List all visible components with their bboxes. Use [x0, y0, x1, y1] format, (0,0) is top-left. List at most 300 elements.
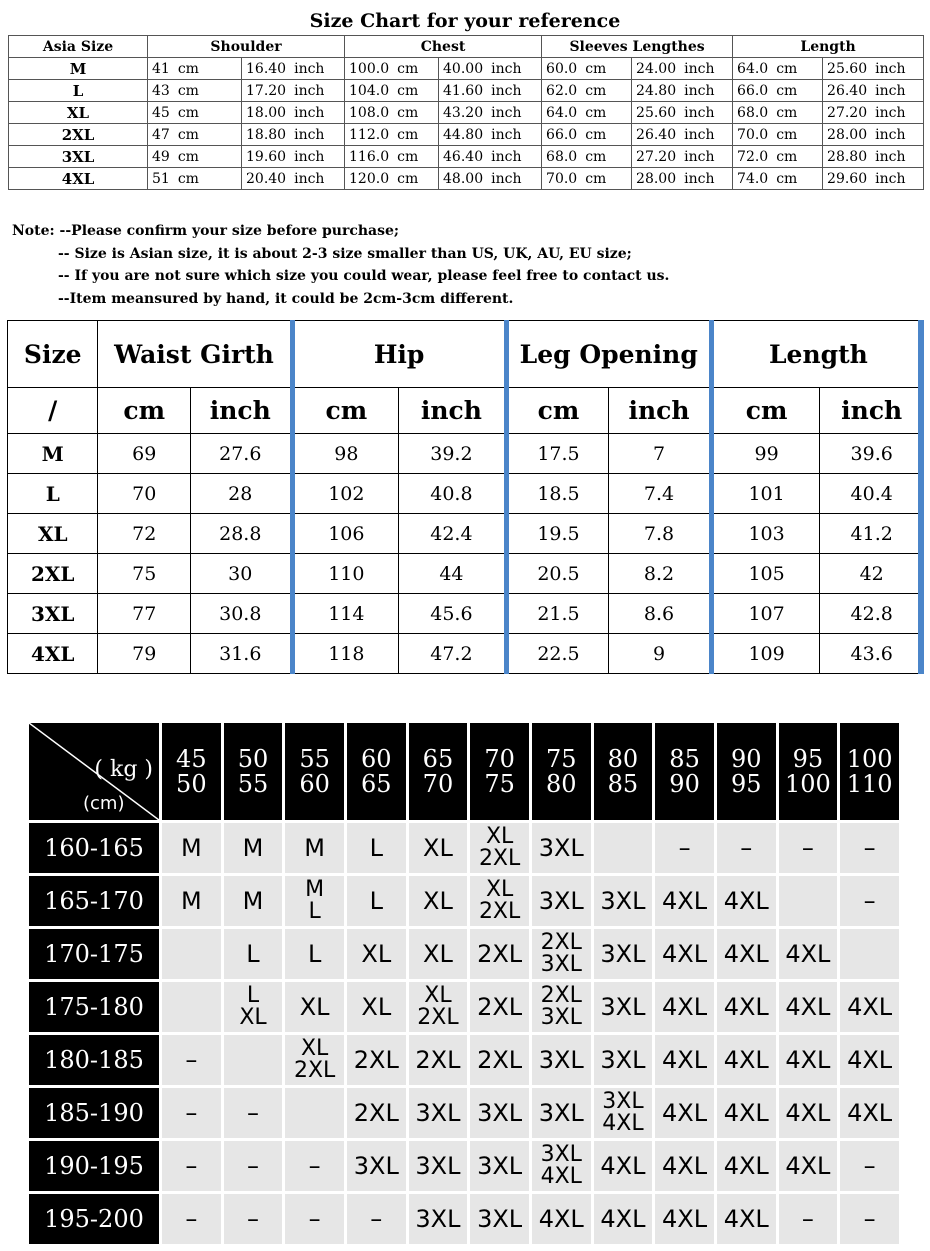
measurement-value: 108.0: [349, 104, 390, 121]
measurement-value: 51: [152, 170, 170, 187]
measurement-unit: inch: [294, 126, 325, 143]
size-recommendation-cell: 3XL: [532, 823, 591, 873]
size-recommendation-cell: 3XL: [470, 1194, 529, 1244]
measurement-cell: 21.5: [506, 594, 609, 634]
measurement-cell: 107: [711, 594, 820, 634]
measurement-cell: [632, 168, 733, 190]
measurement-unit: cm: [585, 148, 607, 165]
measurement-cell: 17.5: [506, 434, 609, 474]
weight-range-header: [532, 723, 591, 820]
measurement-unit: cm: [397, 82, 419, 99]
measurement-value: 66.0: [546, 126, 578, 143]
size-value: 2XL: [478, 846, 521, 871]
size-recommendation-cell: XL: [347, 982, 406, 1032]
measurement-cell: 8.2: [609, 554, 712, 594]
measurement-value: 66.0: [737, 82, 769, 99]
measurement-cell: 7.8: [609, 514, 712, 554]
measurement-unit: inch: [875, 104, 906, 121]
measurement-cell: [733, 168, 823, 190]
size-recommendation-cell: 4XL: [717, 1194, 776, 1244]
measurement-cell: 102: [292, 474, 399, 514]
height-row: [29, 1088, 899, 1138]
size-label: L: [9, 80, 148, 102]
measurement-cell: [345, 102, 439, 124]
size-recommendation-cell: –: [840, 1141, 899, 1191]
measurement-cell: 39.2: [399, 434, 507, 474]
measurement-cell: [823, 58, 924, 80]
unit-header: inch: [609, 388, 712, 434]
height-row: [29, 876, 899, 926]
size-label: 4XL: [8, 634, 98, 674]
weight-from: 85: [669, 744, 700, 773]
measurement-value: 49: [152, 148, 170, 165]
measurement-cell: [632, 146, 733, 168]
measurement-cell: [439, 168, 542, 190]
header-waist-girth: Waist Girth: [98, 321, 292, 388]
measurement-cell: 19.5: [506, 514, 609, 554]
size-value: 4XL: [602, 1111, 644, 1136]
unit-header: cm: [711, 388, 820, 434]
size-recommendation-cell: –: [224, 1088, 283, 1138]
measurement-cell: 18.5: [506, 474, 609, 514]
size-recommendation-cell: [162, 929, 221, 979]
measurement-cell: [242, 58, 345, 80]
corner-cell: [29, 723, 159, 820]
size-note: [12, 220, 922, 310]
size-recommendation-cell: [162, 982, 221, 1032]
measurement-cell: 103: [711, 514, 820, 554]
measurement-cell: 28: [190, 474, 292, 514]
weight-range-header: [409, 723, 468, 820]
measurement-unit: cm: [177, 60, 199, 77]
measurement-value: 27.20: [827, 104, 868, 121]
size-recommendation-cell: 2XL: [409, 1035, 468, 1085]
size-recommendation-cell: XL: [409, 876, 468, 926]
size-recommendation-cell: –: [779, 1194, 838, 1244]
pants-row: [8, 434, 924, 474]
weight-range-header: [717, 723, 776, 820]
measurement-cell: [632, 58, 733, 80]
size-recommendation-cell: 3XL: [409, 1141, 468, 1191]
size-recommendation-cell: 2XL: [470, 982, 529, 1032]
weight-range-header: [347, 723, 406, 820]
pants-header-row: [8, 321, 924, 388]
size-recommendation-cell: [285, 1035, 344, 1085]
size-recommendation-cell: 4XL: [717, 876, 776, 926]
measurement-value: 70.0: [546, 170, 578, 187]
weight-range-header: [162, 723, 221, 820]
measurement-cell: [439, 146, 542, 168]
size-recommendation-cell: 3XL: [532, 876, 591, 926]
measurement-cell: [242, 146, 345, 168]
size-recommendation-cell: –: [162, 1194, 221, 1244]
measurement-cell: 42: [820, 554, 924, 594]
measurement-cell: [542, 146, 632, 168]
measurement-value: 68.0: [546, 148, 578, 165]
size-value: XL: [485, 877, 514, 902]
pants-row: [8, 474, 924, 514]
measurement-cell: 40.4: [820, 474, 924, 514]
corner-cm-label: (cm): [83, 793, 125, 814]
measurement-unit: inch: [684, 170, 715, 187]
unit-header: cm: [506, 388, 609, 434]
size-recommendation-cell: 2XL: [470, 929, 529, 979]
size-recommendation-cell: M: [285, 823, 344, 873]
measurement-unit: cm: [397, 126, 419, 143]
measurement-unit: cm: [776, 60, 798, 77]
size-chart-title: Size Chart for your reference: [309, 10, 621, 32]
measurement-value: 28.00: [636, 170, 677, 187]
top-chart-row: [9, 58, 924, 80]
height-range-label: 185-190: [29, 1088, 159, 1138]
measurement-value: 17.20: [246, 82, 287, 99]
size-recommendation-cell: 4XL: [532, 1194, 591, 1244]
weight-range-header: [594, 723, 653, 820]
size-value: 4XL: [540, 1164, 582, 1189]
note-line: Note: --Please confirm your size before purchase;: [12, 223, 400, 239]
size-recommendation-cell: L: [224, 929, 283, 979]
measurement-cell: [823, 102, 924, 124]
weight-from: 100: [846, 744, 893, 773]
weight-to: 100: [784, 769, 831, 798]
measurement-unit: inch: [294, 60, 325, 77]
measurement-unit: cm: [397, 170, 419, 187]
measurement-value: 60.0: [546, 60, 578, 77]
weight-from: 55: [299, 744, 330, 773]
size-value: 2XL: [540, 930, 582, 955]
measurement-value: 46.40: [443, 148, 484, 165]
corner-kg-label: ( kg ): [94, 757, 153, 782]
measurement-value: 26.40: [827, 82, 868, 99]
top-chart-header-row: [9, 36, 924, 58]
weight-range-header: [470, 723, 529, 820]
measurement-value: 24.80: [636, 82, 677, 99]
measurement-cell: 27.6: [190, 434, 292, 474]
measurement-cell: 106: [292, 514, 399, 554]
measurement-unit: inch: [875, 170, 906, 187]
measurement-cell: [632, 124, 733, 146]
size-recommendation-cell: 4XL: [655, 876, 714, 926]
size-recommendation-cell: [779, 876, 838, 926]
measurement-unit: cm: [177, 104, 199, 121]
size-recommendation-cell: –: [655, 823, 714, 873]
measurement-value: 40.00: [443, 60, 484, 77]
measurement-cell: [148, 102, 242, 124]
size-label: 2XL: [9, 124, 148, 146]
size-value: XL: [424, 983, 452, 1008]
measurement-value: 41: [152, 60, 170, 77]
weight-to: 85: [607, 769, 639, 798]
unit-header: /: [8, 388, 98, 434]
measurement-cell: 7: [609, 434, 712, 474]
size-value: 2XL: [417, 1005, 459, 1030]
measurement-cell: 39.6: [820, 434, 924, 474]
measurement-unit: inch: [684, 82, 715, 99]
size-value: M: [305, 877, 325, 902]
size-value: XL: [485, 824, 514, 849]
measurement-value: 26.40: [636, 126, 677, 143]
measurement-cell: [542, 80, 632, 102]
measurement-cell: 20.5: [506, 554, 609, 594]
size-recommendation-cell: 3XL: [409, 1194, 468, 1244]
measurement-cell: [542, 58, 632, 80]
unit-header: cm: [292, 388, 399, 434]
measurement-cell: 22.5: [506, 634, 609, 674]
weight-from: 80: [607, 744, 639, 773]
measurement-unit: inch: [875, 82, 906, 99]
measurement-cell: [733, 102, 823, 124]
size-label: XL: [8, 514, 98, 554]
weight-to: 65: [361, 769, 392, 798]
size-recommendation-cell: [470, 876, 529, 926]
measurement-cell: [823, 146, 924, 168]
measurement-unit: inch: [294, 170, 325, 187]
size-recommendation-cell: –: [347, 1194, 406, 1244]
size-recommendation-cell: XL: [409, 929, 468, 979]
size-recommendation-cell: 4XL: [655, 929, 714, 979]
size-recommendation-cell: 4XL: [655, 982, 714, 1032]
weight-from: 45: [176, 744, 207, 773]
weight-to: 55: [237, 769, 269, 798]
measurement-value: 43: [152, 82, 170, 99]
measurement-cell: [148, 146, 242, 168]
size-recommendation-cell: [532, 929, 591, 979]
measurement-cell: [542, 124, 632, 146]
weight-from: 75: [545, 744, 577, 773]
measurement-cell: [345, 168, 439, 190]
measurement-unit: inch: [491, 104, 522, 121]
pants-row: [8, 514, 924, 554]
measurement-cell: 8.6: [609, 594, 712, 634]
measurement-cell: 70: [98, 474, 191, 514]
unit-header: cm: [98, 388, 191, 434]
weight-to: 50: [176, 769, 207, 798]
pants-row: [8, 554, 924, 594]
measurement-unit: cm: [776, 82, 798, 99]
size-label: M: [8, 434, 98, 474]
height-range-label: 195-200: [29, 1194, 159, 1244]
size-recommendation-cell: 4XL: [717, 982, 776, 1032]
size-recommendation-cell: 4XL: [655, 1194, 714, 1244]
measurement-cell: [242, 124, 345, 146]
measurement-cell: 30.8: [190, 594, 292, 634]
measurement-cell: 69: [98, 434, 191, 474]
top-size-chart: [8, 35, 924, 190]
measurement-cell: 110: [292, 554, 399, 594]
weight-from: 95: [792, 744, 824, 773]
weight-header-row: [29, 723, 899, 820]
measurement-unit: cm: [397, 104, 419, 121]
top-chart-row: [9, 124, 924, 146]
measurement-value: 44.80: [443, 126, 484, 143]
size-recommendation-cell: 4XL: [840, 982, 899, 1032]
measurement-cell: [345, 58, 439, 80]
size-recommendation-cell: 4XL: [717, 1035, 776, 1085]
size-recommendation-cell: 3XL: [470, 1141, 529, 1191]
measurement-cell: [823, 168, 924, 190]
measurement-cell: [242, 80, 345, 102]
measurement-cell: [439, 102, 542, 124]
measurement-cell: 28.8: [190, 514, 292, 554]
weight-from: 70: [484, 744, 515, 773]
size-value: XL: [239, 1005, 267, 1030]
measurement-unit: cm: [585, 126, 607, 143]
size-recommendation-cell: 4XL: [779, 929, 838, 979]
measurement-unit: inch: [684, 148, 715, 165]
size-recommendation-cell: 4XL: [717, 1141, 776, 1191]
weight-from: 50: [237, 744, 269, 773]
weight-to: 75: [484, 769, 515, 798]
measurement-unit: inch: [684, 60, 715, 77]
size-value: 3XL: [540, 1005, 582, 1030]
measurement-cell: 101: [711, 474, 820, 514]
measurement-unit: cm: [177, 148, 199, 165]
size-recommendation-cell: –: [224, 1194, 283, 1244]
measurement-value: 18.80: [246, 126, 287, 143]
size-recommendation-cell: M: [162, 823, 221, 873]
size-recommendation-cell: 4XL: [779, 1141, 838, 1191]
measurement-cell: 30: [190, 554, 292, 594]
measurement-unit: inch: [294, 82, 325, 99]
height-range-label: 160-165: [29, 823, 159, 873]
measurement-value: 104.0: [349, 82, 390, 99]
measurement-cell: [542, 102, 632, 124]
size-recommendation-cell: 3XL: [470, 1088, 529, 1138]
weight-to: 70: [422, 769, 454, 798]
measurement-unit: inch: [491, 148, 522, 165]
measurement-cell: 40.8: [399, 474, 507, 514]
unit-header: inch: [399, 388, 507, 434]
size-recommendation-cell: [285, 876, 344, 926]
weight-to: 110: [846, 769, 893, 798]
measurement-unit: cm: [776, 104, 798, 121]
measurement-value: 28.00: [827, 126, 868, 143]
size-recommendation-cell: 3XL: [532, 1035, 591, 1085]
header-leg-opening: Leg Opening: [506, 321, 711, 388]
measurement-value: 20.40: [246, 170, 287, 187]
size-label: L: [8, 474, 98, 514]
measurement-value: 43.20: [443, 104, 484, 121]
measurement-unit: inch: [491, 170, 522, 187]
size-label: 3XL: [8, 594, 98, 634]
header-size: Size: [8, 321, 98, 388]
measurement-value: 28.80: [827, 148, 868, 165]
measurement-cell: [242, 168, 345, 190]
measurement-value: 16.40: [246, 60, 287, 77]
measurement-cell: [733, 124, 823, 146]
size-recommendation-cell: 4XL: [655, 1035, 714, 1085]
size-recommendation-cell: XL: [409, 823, 468, 873]
size-recommendation-cell: 3XL: [594, 1035, 653, 1085]
size-recommendation-cell: 2XL: [347, 1035, 406, 1085]
measurement-cell: [148, 124, 242, 146]
header-chest: Chest: [345, 36, 542, 58]
measurement-cell: 109: [711, 634, 820, 674]
top-chart-row: [9, 168, 924, 190]
size-recommendation-cell: 4XL: [779, 982, 838, 1032]
measurement-value: 64.0: [737, 60, 769, 77]
weight-range-header: [779, 723, 838, 820]
size-recommendation-cell: 3XL: [409, 1088, 468, 1138]
height-row: [29, 1141, 899, 1191]
size-recommendation-cell: 4XL: [840, 1035, 899, 1085]
measurement-value: 29.60: [827, 170, 868, 187]
measurement-cell: [823, 124, 924, 146]
measurement-cell: [148, 58, 242, 80]
measurement-value: 70.0: [737, 126, 769, 143]
size-label: 2XL: [8, 554, 98, 594]
measurement-unit: cm: [397, 148, 419, 165]
weight-to: 80: [545, 769, 577, 798]
measurement-unit: inch: [491, 60, 522, 77]
measurement-cell: 99: [711, 434, 820, 474]
size-recommendation-cell: 4XL: [594, 1141, 653, 1191]
measurement-value: 41.60: [443, 82, 484, 99]
size-recommendation-cell: [224, 1035, 283, 1085]
measurement-cell: 114: [292, 594, 399, 634]
size-recommendation-cell: 3XL: [594, 982, 653, 1032]
measurement-cell: 44: [399, 554, 507, 594]
weight-from: 60: [361, 744, 392, 773]
measurement-unit: inch: [875, 60, 906, 77]
height-row: [29, 1194, 899, 1244]
measurement-value: 25.60: [636, 104, 677, 121]
pants-row: [8, 594, 924, 634]
measurement-value: 68.0: [737, 104, 769, 121]
measurement-cell: [439, 124, 542, 146]
measurement-unit: inch: [491, 126, 522, 143]
measurement-cell: 75: [98, 554, 191, 594]
size-recommendation-cell: 4XL: [655, 1141, 714, 1191]
measurement-value: 62.0: [546, 82, 578, 99]
height-row: [29, 982, 899, 1032]
header-hip: Hip: [292, 321, 506, 388]
measurement-value: 19.60: [246, 148, 287, 165]
measurement-cell: [542, 168, 632, 190]
measurement-cell: [823, 80, 924, 102]
height-range-label: 170-175: [29, 929, 159, 979]
size-label: 3XL: [9, 146, 148, 168]
size-recommendation-cell: –: [162, 1141, 221, 1191]
weight-to: 95: [730, 769, 762, 798]
measurement-unit: cm: [585, 170, 607, 187]
note-line: --Item meansured by hand, it could be 2cm-3cm different.: [58, 290, 514, 307]
size-recommendation-cell: [594, 1088, 653, 1138]
height-row: [29, 929, 899, 979]
height-range-label: 165-170: [29, 876, 159, 926]
height-row: [29, 823, 899, 873]
size-recommendation-cell: –: [840, 823, 899, 873]
size-recommendation-cell: –: [779, 823, 838, 873]
size-value: XL: [300, 1036, 329, 1061]
size-recommendation-cell: –: [224, 1141, 283, 1191]
measurement-unit: cm: [397, 60, 419, 77]
weight-range-header: [224, 723, 283, 820]
measurement-cell: 72: [98, 514, 191, 554]
size-recommendation-cell: –: [840, 1194, 899, 1244]
measurement-unit: cm: [177, 170, 199, 187]
size-recommendation-cell: [224, 982, 283, 1032]
measurement-value: 47: [152, 126, 170, 143]
size-recommendation-cell: L: [347, 876, 406, 926]
measurement-cell: [242, 102, 345, 124]
header-asia-size: Asia Size: [9, 36, 148, 58]
size-recommendation-cell: L: [285, 929, 344, 979]
measurement-value: 100.0: [349, 60, 390, 77]
measurement-value: 24.00: [636, 60, 677, 77]
measurement-unit: inch: [684, 104, 715, 121]
height-range-label: 190-195: [29, 1141, 159, 1191]
